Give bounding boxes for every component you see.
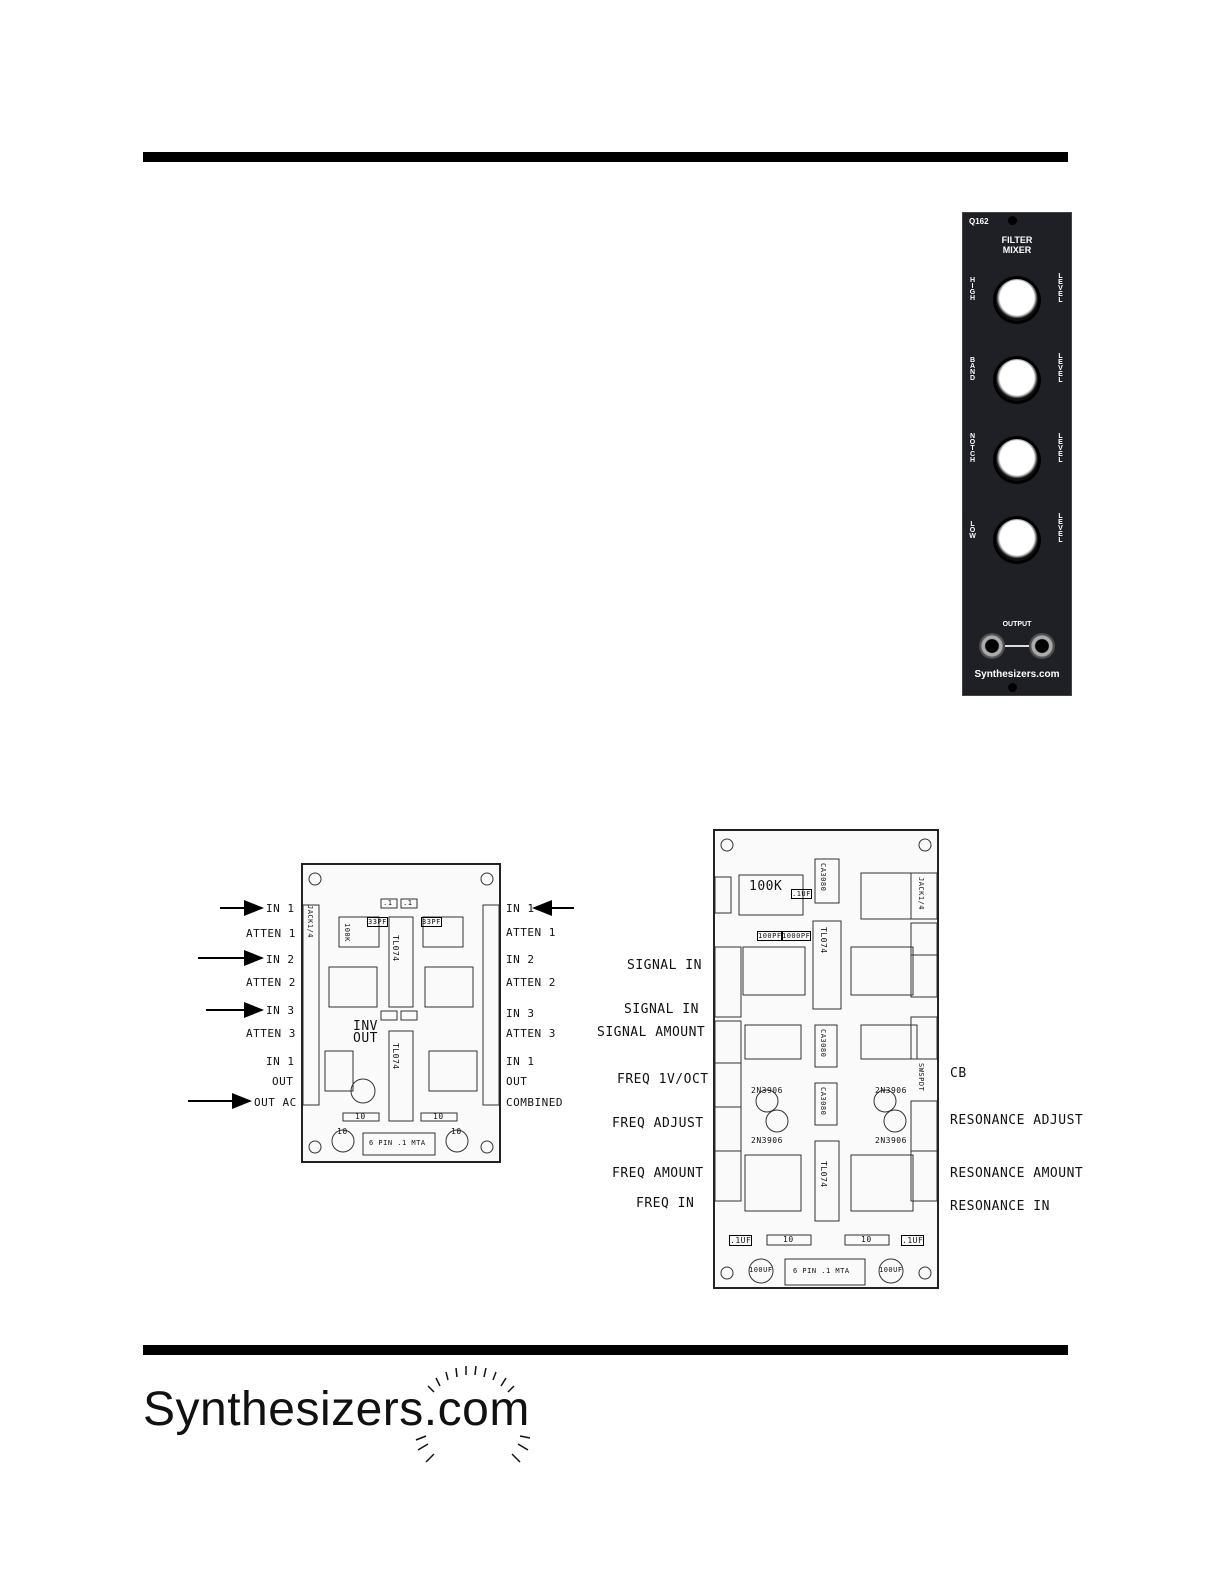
part-label: .1UF: [730, 1236, 752, 1245]
right-label: IN 2: [506, 953, 535, 966]
pcb-left-traces: [303, 865, 499, 1161]
panel-model: Q162: [969, 217, 989, 226]
output-label: OUTPUT: [1002, 621, 1032, 628]
right-label: ATTEN 2: [506, 976, 556, 989]
pcb-right: [713, 829, 939, 1289]
panel-title-1: FILTER: [1001, 235, 1033, 245]
module-panel: [962, 212, 1072, 696]
left-label: IN 2: [266, 953, 295, 966]
left-label: ATTEN 1: [246, 927, 296, 940]
high-level-knob[interactable]: [996, 279, 1038, 321]
screw-icon: [1008, 683, 1017, 692]
left-label: OUT AC: [254, 1096, 297, 1109]
right-board-left-label: SIGNAL AMOUNT: [597, 1025, 706, 1040]
right-board-left-label: FREQ AMOUNT: [612, 1166, 704, 1181]
knob-label-low: LOW: [969, 521, 976, 539]
knob-label-level-3: LEVEL: [1057, 433, 1064, 463]
left-label: ATTEN 2: [246, 976, 296, 989]
part-label: TL074: [391, 1043, 400, 1070]
pcb-left: [301, 863, 501, 1163]
right-board-right-label: RESONANCE IN: [950, 1199, 1050, 1214]
part-label: CA3080: [819, 1029, 827, 1058]
jack-link-line: [1005, 645, 1029, 647]
right-board-left-label: FREQ ADJUST: [612, 1116, 704, 1131]
part-label: TL074: [391, 935, 400, 962]
knob-label-high: HIGH: [969, 277, 976, 301]
part-label: 10: [355, 1112, 366, 1121]
knob-label-level-4: LEVEL: [1057, 513, 1064, 543]
left-label: IN 1: [266, 902, 295, 915]
notch-level-knob[interactable]: [996, 439, 1038, 481]
part-label: .1: [383, 899, 393, 907]
part-label: 33PF: [422, 918, 441, 926]
part-label: TL074: [819, 927, 828, 954]
part-label: 2N3906: [875, 1136, 907, 1145]
right-board-left-label: SIGNAL IN: [627, 958, 702, 973]
right-board-right-label: RESONANCE ADJUST: [950, 1113, 1084, 1128]
output-jack-1[interactable]: [979, 633, 1005, 659]
part-label: 33PF: [368, 918, 387, 926]
part-label: CA3080: [819, 1087, 827, 1116]
part-label: 100UF: [749, 1266, 773, 1274]
inv-out-label: OUT: [353, 1031, 378, 1046]
part-label: 6 PIN .1 MTA: [793, 1267, 850, 1275]
right-label: ATTEN 1: [506, 926, 556, 939]
part-label: JACK1/4: [917, 877, 925, 911]
part-label: .1UF: [902, 1236, 924, 1245]
band-level-knob[interactable]: [996, 359, 1038, 401]
right-board-left-label: SIGNAL IN: [624, 1002, 699, 1017]
bottom-rule: [143, 1345, 1068, 1355]
right-board-right-label: CB: [950, 1066, 967, 1081]
right-label: IN 1: [506, 1055, 535, 1068]
left-label: OUT: [272, 1075, 294, 1088]
part-label: 10: [451, 1127, 462, 1136]
part-label: 10: [861, 1235, 872, 1244]
part-label: 100K: [749, 879, 783, 894]
right-label: IN 3: [506, 1007, 535, 1020]
part-label: 10: [337, 1127, 348, 1136]
part-label: 2N3906: [875, 1086, 907, 1095]
panel-brand: Synthesizers.com: [974, 669, 1060, 680]
part-label: TL074: [819, 1161, 828, 1188]
footer-logo: Synthesizers.com: [143, 1383, 530, 1436]
right-label: COMBINED: [506, 1096, 563, 1109]
part-label: 100UF: [879, 1266, 903, 1274]
knob-label-level-1: LEVEL: [1057, 273, 1064, 303]
right-label: OUT: [506, 1075, 528, 1088]
right-board-left-label: FREQ 1V/OCT: [617, 1072, 709, 1087]
part-label: 10: [783, 1235, 794, 1244]
pcb-right-traces: [715, 831, 937, 1287]
knob-label-band: BAND: [969, 357, 976, 381]
part-label: 1000PF: [782, 932, 811, 940]
panel-title-2: MIXER: [1002, 245, 1032, 255]
part-label: 100PF: [758, 932, 782, 940]
right-board-right-label: RESONANCE AMOUNT: [950, 1166, 1084, 1181]
right-label: IN 1: [506, 902, 535, 915]
left-label: IN 3: [266, 1004, 295, 1017]
part-label: 6 PIN .1 MTA: [369, 1139, 426, 1147]
right-label: ATTEN 3: [506, 1027, 556, 1040]
output-jack-2[interactable]: [1029, 633, 1055, 659]
knob-label-level-2: LEVEL: [1057, 353, 1064, 383]
knob-label-notch: NOTCH: [969, 433, 976, 463]
part-label: 100K: [343, 923, 351, 942]
inv-label: INV: [353, 1019, 378, 1034]
part-label: .1: [403, 899, 413, 907]
left-label: ATTEN 3: [246, 1027, 296, 1040]
right-board-left-label: FREQ IN: [636, 1196, 695, 1211]
part-label: .1UF: [792, 890, 811, 898]
part-label: 10: [433, 1112, 444, 1121]
part-label: 2N3906: [751, 1086, 783, 1095]
low-level-knob[interactable]: [996, 519, 1038, 561]
screw-icon: [1008, 216, 1017, 225]
part-label: CA3080: [819, 863, 827, 892]
part-label: SWSPDT: [917, 1063, 925, 1092]
part-label: JACK1/4: [306, 905, 314, 939]
part-label: 2N3906: [751, 1136, 783, 1145]
top-rule: [143, 152, 1068, 162]
left-label: IN 1: [266, 1055, 295, 1068]
